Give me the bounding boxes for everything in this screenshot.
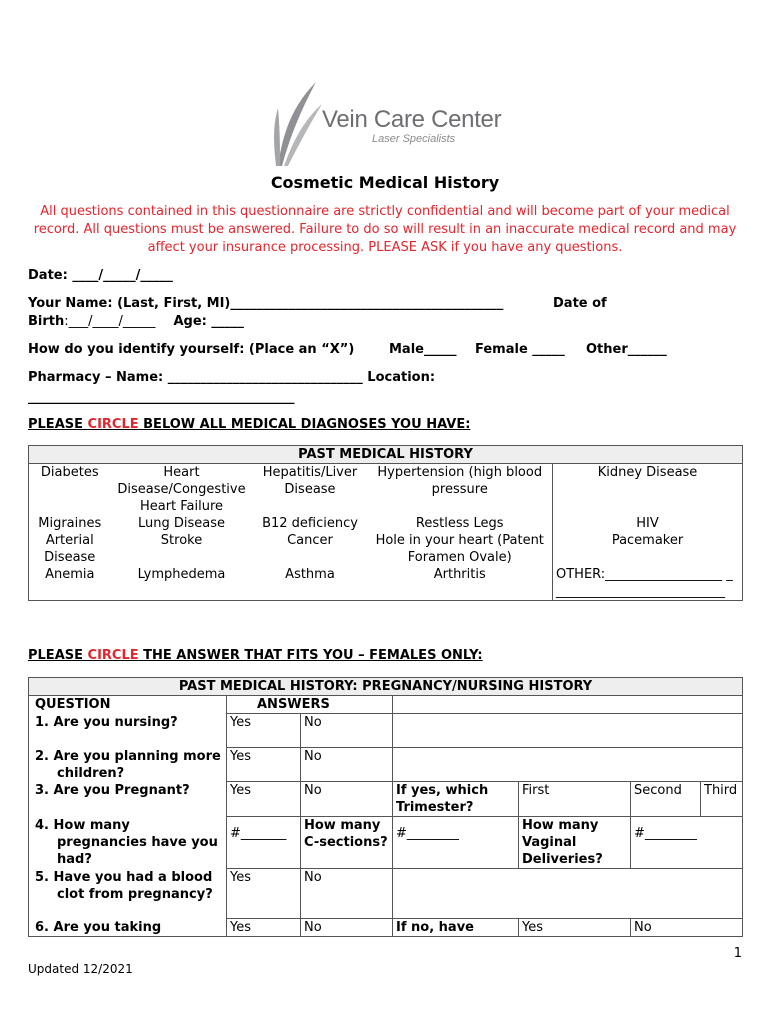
trimester-first[interactable]: First [519, 782, 631, 817]
diagnosis-cell[interactable]: Arterial Disease [29, 532, 111, 566]
female-option[interactable]: Female _____ [475, 342, 565, 357]
pregnancies-count-field[interactable]: #_______ [227, 817, 301, 869]
question-taking: 6. Are you taking [29, 919, 227, 937]
answer-yes[interactable]: Yes [227, 748, 301, 782]
answer-no[interactable]: No [301, 782, 393, 817]
past-medical-history-table [28, 445, 743, 601]
diagnosis-cell[interactable]: Lymphedema [111, 566, 253, 601]
section-pregnancy-heading [28, 648, 483, 663]
diagnosis-cell[interactable]: Pacemaker [553, 532, 743, 566]
answer-yes[interactable]: Yes [227, 919, 301, 937]
table-header: PAST MEDICAL HISTORY [29, 446, 743, 464]
question-planning-children: 2. Are you planning more children? [29, 748, 227, 782]
diagnosis-cell[interactable]: Lung Disease [137, 516, 225, 531]
diagnosis-cell[interactable]: HIV [553, 515, 743, 532]
diagnosis-cell[interactable]: Arthritis [368, 566, 553, 601]
pharmacy-location-line[interactable]: _________________________________________ [28, 390, 295, 405]
question-pregnancies: 4. How many pregnancies have you had? [29, 817, 227, 869]
diagnosis-cell[interactable]: Kidney Disease [553, 464, 743, 516]
diagnosis-cell[interactable]: Diabetes [29, 464, 111, 516]
diagnosis-cell[interactable]: Cancer [287, 533, 333, 548]
answers-column-header: ANSWERS [227, 696, 393, 714]
updated-date: Updated 12/2021 [28, 962, 133, 976]
birth-row [28, 314, 244, 329]
diagnosis-cell[interactable]: Asthma [253, 566, 368, 601]
answer-yes[interactable]: Yes [227, 869, 301, 919]
pregnancy-history-table [28, 677, 743, 937]
diagnosis-cell[interactable]: Heart Disease/Congestive Heart Failure [117, 465, 246, 514]
age-field[interactable]: Age: _____ [173, 314, 244, 329]
csections-count-field[interactable]: #________ [393, 817, 519, 869]
name-field[interactable]: Your Name: (Last, First, MI)__________________________________________ [28, 296, 504, 311]
diagnosis-cell[interactable]: Stroke [160, 533, 203, 548]
heading-post: THE ANSWER THAT FITS YOU – FEMALES ONLY: [138, 648, 483, 663]
section-diagnoses-heading [28, 417, 470, 432]
answer-yes[interactable]: Yes [227, 714, 301, 748]
answer-yes[interactable]: Yes [227, 782, 301, 817]
question-blood-clot: 5. Have you had a blood clot from pregnancy? [29, 869, 227, 919]
diagnosis-cell[interactable]: Hepatitis/Liver Disease [262, 465, 358, 497]
date-field[interactable]: Date: ____/_____/_____ [28, 268, 173, 283]
answer-no[interactable]: No [301, 748, 393, 782]
heading-pre: PLEASE [28, 417, 88, 432]
vaginal-deliveries-question: How many Vaginal Deliveries? [519, 817, 631, 869]
logo-subtitle: Laser Specialists [372, 133, 456, 145]
answer-no[interactable]: No [301, 869, 393, 919]
dob-label: Date of [553, 296, 607, 311]
page-number: 1 [733, 946, 742, 961]
diagnosis-cell[interactable]: Restless Legs [368, 515, 553, 532]
heading-post: BELOW ALL MEDICAL DIAGNOSES YOU HAVE: [138, 417, 471, 432]
diagnosis-cell[interactable]: Hole in your heart (Patent Foramen Ovale) [368, 532, 553, 566]
question-nursing: 1. Are you nursing? [29, 714, 227, 748]
diagnosis-cell[interactable]: Hypertension (high blood pressure [368, 464, 553, 516]
diagnosis-cell[interactable]: Migraines [29, 515, 111, 532]
trimester-second[interactable]: Second [631, 782, 701, 817]
identify-row [28, 342, 667, 357]
if-no-question: If no, have [393, 919, 519, 937]
question-column-header: QUESTION [29, 696, 227, 714]
intro-notice: All questions contained in this questionnaire are strictly confidential and will become part of your medical record. All questions must be answered. Failure to do so will result in an inaccurate medical record and may affect your insurance processing. PLEASE ASK if you have any questions. [33, 204, 737, 255]
answer-yes[interactable]: Yes [519, 919, 631, 937]
other-diagnosis-field[interactable]: OTHER:__________________ ___________________________ [553, 566, 743, 601]
diagnosis-cell[interactable]: Anemia [29, 566, 111, 601]
answer-no[interactable]: No [301, 919, 393, 937]
other-option[interactable]: Other______ [586, 342, 667, 357]
vaginal-count-field[interactable]: #________ [631, 817, 743, 869]
heading-pre: PLEASE [28, 648, 88, 663]
logo [268, 78, 508, 170]
male-option[interactable]: Male_____ [389, 342, 457, 357]
circle-word: CIRCLE [87, 417, 139, 432]
table-header: PAST MEDICAL HISTORY: PREGNANCY/NURSING HISTORY [29, 678, 743, 696]
leaf-logo-icon [268, 78, 328, 170]
trimester-third[interactable]: Third [701, 782, 743, 817]
trimester-question: If yes, which Trimester? [393, 782, 519, 817]
logo-title: Vein Care Center [322, 106, 502, 133]
pharmacy-field[interactable]: Pharmacy – Name: ______________________________ Location: [28, 370, 436, 385]
page-title: Cosmetic Medical History [270, 173, 500, 192]
identify-label: How do you identify yourself: (Place an “X”) [28, 342, 355, 357]
diagnosis-cell[interactable]: B12 deficiency [262, 516, 358, 531]
circle-word: CIRCLE [87, 648, 139, 663]
answer-no[interactable]: No [631, 919, 743, 937]
name-row [28, 296, 607, 311]
birth-label: Birth [28, 314, 65, 329]
birth-field[interactable]: :___/____/_____ [64, 314, 156, 329]
question-pregnant: 3. Are you Pregnant? [29, 782, 227, 817]
answer-no[interactable]: No [301, 714, 393, 748]
csections-question: How many C-sections? [301, 817, 393, 869]
